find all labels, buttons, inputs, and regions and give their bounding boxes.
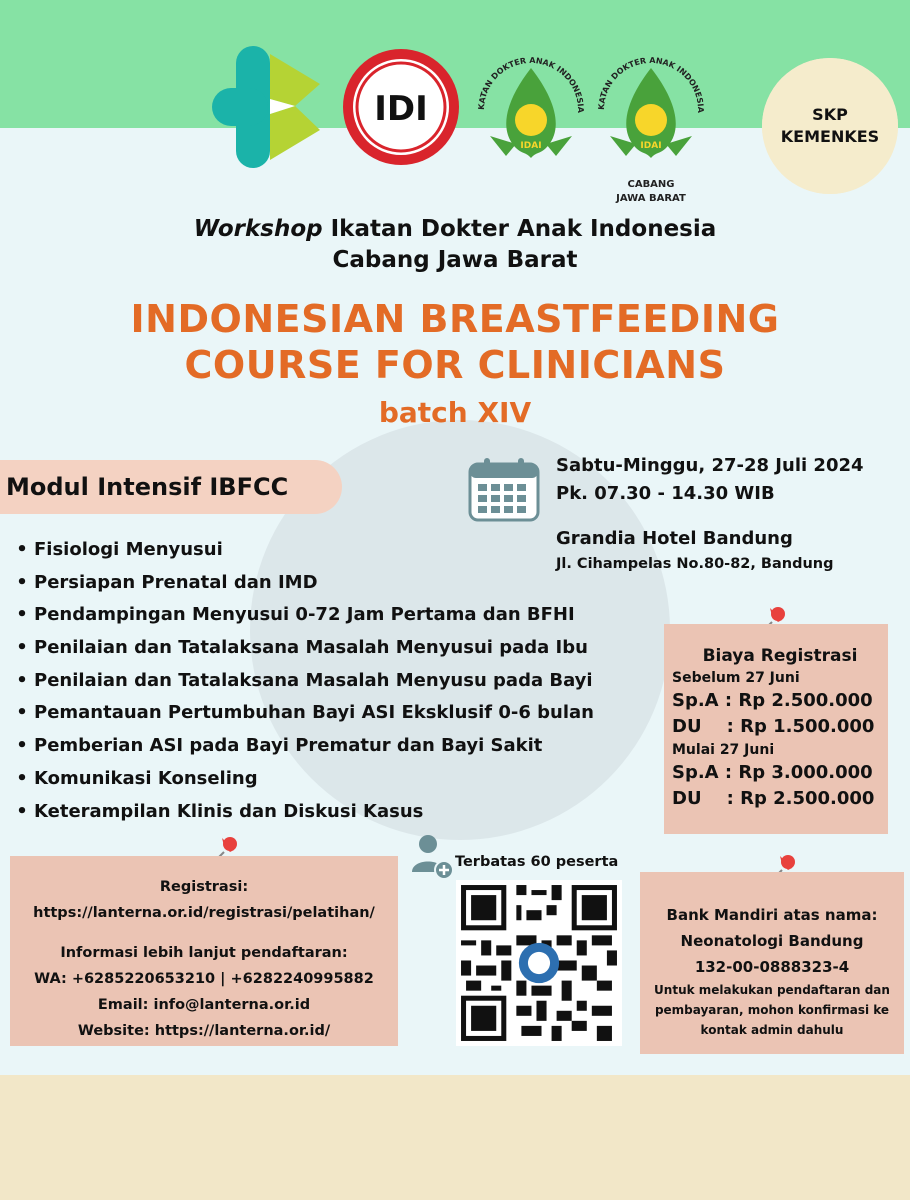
registration-url[interactable]: https://lanterna.or.id/registrasi/pelatihan/ — [33, 905, 375, 921]
fee-before-du: DU : Rp 1.500.000 — [672, 716, 875, 737]
registration-card — [10, 856, 398, 1046]
course-title — [0, 296, 910, 388]
qr-code[interactable] — [456, 880, 622, 1046]
cabang-line2: JAWA BARAT — [616, 193, 686, 204]
event-datetime — [556, 452, 864, 508]
user-add-icon — [408, 832, 456, 880]
modul-heading: Modul Intensif IBFCC — [0, 460, 342, 514]
cabang-line1: CABANG — [627, 179, 675, 190]
idai-logo — [476, 40, 586, 170]
list-item: • Pendampingan Menyusui 0-72 Jam Pertama dan BFHI — [10, 599, 594, 632]
list-item: • Penilaian dan Tatalaksana Masalah Menyusui pada Ibu — [10, 632, 594, 665]
venue-address: Jl. Cihampelas No.80-82, Bandung — [556, 556, 834, 572]
list-item: • Fisiologi Menyusui — [10, 534, 594, 567]
bank-note-line3: kontak admin dahulu — [700, 1023, 844, 1037]
module-list — [10, 534, 594, 828]
fee-card — [664, 624, 888, 834]
fee-after-du: DU : Rp 2.500.000 — [672, 788, 875, 809]
idai-logo-text: IDAI — [520, 141, 542, 151]
workshop-rest: Ikatan Dokter Anak Indonesia — [322, 216, 717, 242]
fee-after-label: Mulai 27 Juni — [672, 742, 775, 758]
title-line2: COURSE FOR CLINICIANS — [184, 343, 726, 387]
fee-before-spa: Sp.A : Rp 2.500.000 — [672, 690, 873, 711]
idi-logo-text: IDI — [374, 89, 428, 129]
fee-before-label: Sebelum 27 Juni — [672, 670, 800, 686]
idai-jabar-logo — [596, 40, 706, 170]
bank-account-number: 132-00-0888323-4 — [694, 958, 850, 976]
whatsapp-contact[interactable]: WA: +6285220653210 | +6282240995882 — [34, 971, 374, 987]
event-time: Pk. 07.30 - 14.30 WIB — [556, 483, 775, 504]
skp-kemenkes-badge — [762, 58, 898, 194]
kemenkes-logo — [210, 44, 330, 170]
workshop-italic: Workshop — [193, 216, 323, 242]
bank-name: Bank Mandiri atas nama: — [666, 906, 878, 924]
workshop-heading — [0, 214, 910, 276]
batch-label: batch XIV — [378, 396, 532, 429]
cabang-label — [596, 178, 706, 206]
badge-line1: SKP — [812, 105, 848, 124]
list-item: • Pemantauan Pertumbuhan Bayi ASI Eksklusif 0-6 bulan — [10, 697, 594, 730]
idai-jabar-arc-text: KATAN DOKTER ANAK INDONESIA — [596, 55, 706, 113]
workshop-line2: Cabang Jawa Barat — [332, 247, 578, 273]
event-date: Sabtu-Minggu, 27-28 Juli 2024 — [556, 455, 864, 476]
info-label: Informasi lebih lanjut pendaftaran: — [60, 945, 348, 961]
list-item: • Komunikasi Konseling — [10, 763, 594, 796]
venue-name: Grandia Hotel Bandung — [556, 528, 793, 549]
title-line1: INDONESIAN BREASTFEEDING — [130, 297, 780, 341]
fee-heading: Biaya Registrasi — [702, 646, 858, 666]
list-item: • Pemberian ASI pada Bayi Prematur dan Bayi Sakit — [10, 730, 594, 763]
fee-after-spa: Sp.A : Rp 3.000.000 — [672, 762, 873, 783]
idai-jabar-logo-text: IDAI — [640, 141, 662, 151]
seats-limit: Terbatas 60 peserta — [455, 854, 619, 870]
bank-note-line1: Untuk melakukan pendaftaran dan — [654, 983, 890, 997]
bank-card — [640, 872, 904, 1054]
email-contact[interactable]: Email: info@lanterna.or.id — [97, 997, 311, 1013]
website-link[interactable]: Website: https://lanterna.or.id/ — [77, 1023, 331, 1039]
bottom-band — [0, 1075, 910, 1200]
list-item: • Penilaian dan Tatalaksana Masalah Menyusu pada Bayi — [10, 665, 594, 698]
list-item: • Keterampilan Klinis dan Diskusi Kasus — [10, 796, 594, 829]
bank-note-line2: pembayaran, mohon konfirmasi ke — [654, 1003, 890, 1017]
calendar-icon — [468, 456, 540, 522]
badge-line2: KEMENKES — [780, 127, 880, 146]
registration-label: Registrasi: — [159, 879, 249, 895]
list-item: • Persiapan Prenatal dan IMD — [10, 567, 594, 600]
bank-account-holder: Neonatologi Bandung — [680, 932, 864, 950]
idi-logo — [340, 46, 462, 168]
idai-arc-text: KATAN DOKTER ANAK INDONESIA — [476, 55, 586, 113]
